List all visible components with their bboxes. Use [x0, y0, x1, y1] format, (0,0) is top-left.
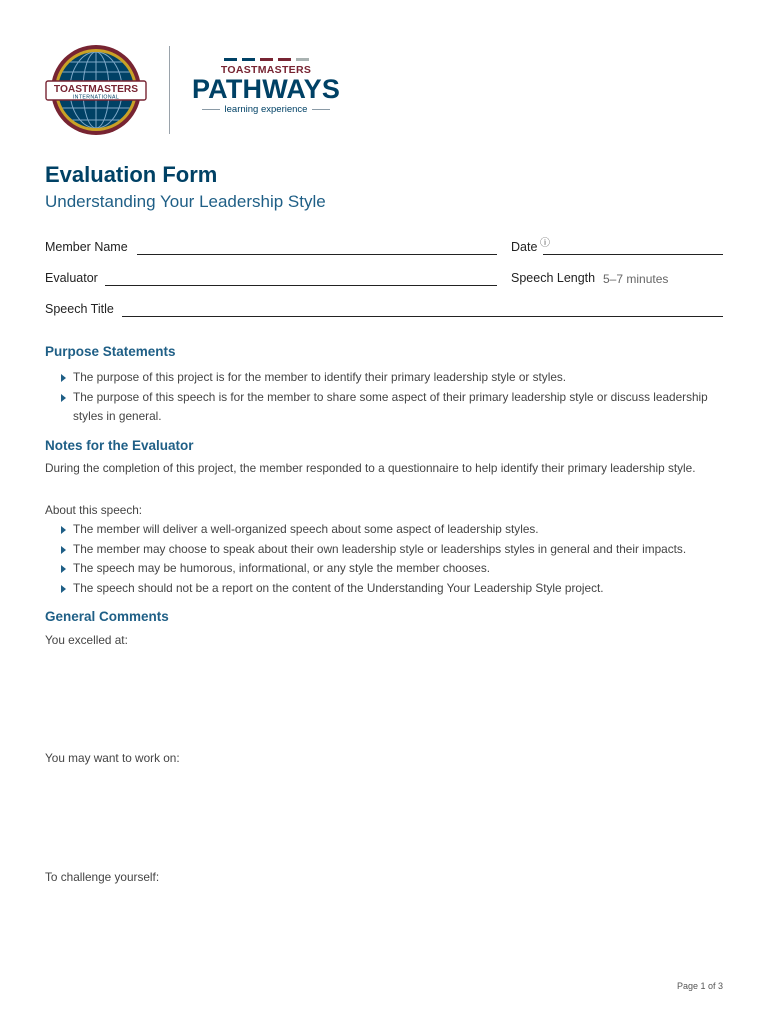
work-on-comment-area[interactable] — [45, 770, 723, 866]
bullet-triangle-icon — [61, 526, 66, 534]
notes-item: The speech may be humorous, informational, or any style the member chooses. — [73, 561, 491, 575]
pathways-small-text: TOASTMASTERS — [220, 64, 312, 76]
list-item — [62, 540, 722, 560]
info-icon: ⓘ — [540, 238, 550, 249]
purpose-item: The purpose of this project is for the member to identify their primary leadership style or styles. — [73, 370, 567, 384]
member-name-label: Member Name — [45, 240, 128, 254]
notes-item: The member may choose to speak about their own leadership style or leaderships styles in general and their impacts. — [73, 541, 687, 556]
purpose-list — [62, 368, 722, 427]
toastmasters-international-logo — [44, 44, 148, 136]
speech-length-value: 5–7 minutes — [603, 272, 669, 286]
excelled-comment-area[interactable] — [45, 652, 723, 746]
subtitle-rule — [202, 109, 220, 110]
notes-about: About this speech: — [45, 503, 143, 517]
bullet-triangle-icon — [61, 374, 66, 382]
notes-intro: During the completion of this project, the member responded to a questionnaire to help identify their primary leadership style. — [45, 461, 696, 475]
list-item — [62, 559, 722, 579]
member-name-field[interactable] — [137, 254, 497, 255]
notes-heading: Notes for the Evaluator — [45, 438, 194, 453]
color-bar — [278, 58, 291, 61]
pathways-big-text: PATHWAYS — [191, 74, 341, 104]
speech-title-field[interactable] — [122, 316, 723, 317]
notes-item: The speech should not be a report on the content of the Understanding Your Leadership Style project. — [73, 580, 604, 595]
challenge-prompt: To challenge yourself: — [45, 870, 160, 884]
pathways-sub-text: learning experience — [224, 104, 308, 115]
pathways-color-bars — [190, 58, 342, 61]
purpose-item: The purpose of this speech is for the member to share some aspect of their primary leadership style or discuss leadership styles in general. — [73, 389, 708, 423]
list-item — [62, 579, 722, 599]
evaluator-label: Evaluator — [45, 271, 98, 285]
work-on-prompt: You may want to work on: — [45, 751, 180, 765]
bullet-triangle-icon — [61, 546, 66, 554]
date-field[interactable] — [543, 254, 723, 255]
comments-heading: General Comments — [45, 609, 169, 624]
color-bar — [242, 58, 255, 61]
excelled-prompt: You excelled at: — [45, 633, 128, 647]
ti-logo-text-bottom: INTERNATIONAL — [72, 94, 120, 101]
color-bar — [296, 58, 309, 61]
pathways-subtitle — [190, 104, 342, 115]
page-subtitle: Understanding Your Leadership Style — [45, 192, 326, 211]
challenge-comment-area[interactable] — [45, 889, 723, 969]
page-number: Page 1 of 3 — [676, 981, 723, 991]
list-item — [62, 368, 722, 388]
speech-length-label: Speech Length — [511, 271, 596, 285]
date-label: Date — [511, 240, 538, 254]
evaluator-field[interactable] — [105, 285, 497, 286]
subtitle-rule — [312, 109, 330, 110]
ti-logo-text-top: TOASTMASTERS — [53, 84, 139, 95]
notes-list — [62, 520, 722, 598]
bullet-triangle-icon — [61, 585, 66, 593]
list-item — [62, 388, 722, 427]
bullet-triangle-icon — [61, 565, 66, 573]
list-item — [62, 520, 722, 540]
bullet-triangle-icon — [61, 394, 66, 402]
color-bar — [260, 58, 273, 61]
logo-divider — [169, 46, 170, 134]
purpose-heading: Purpose Statements — [45, 344, 176, 359]
notes-item: The member will deliver a well-organized speech about some aspect of leadership styles. — [73, 522, 539, 536]
color-bar — [224, 58, 237, 61]
page-title: Evaluation Form — [45, 162, 218, 187]
pathways-logo — [190, 58, 342, 124]
speech-title-label: Speech Title — [45, 302, 114, 316]
